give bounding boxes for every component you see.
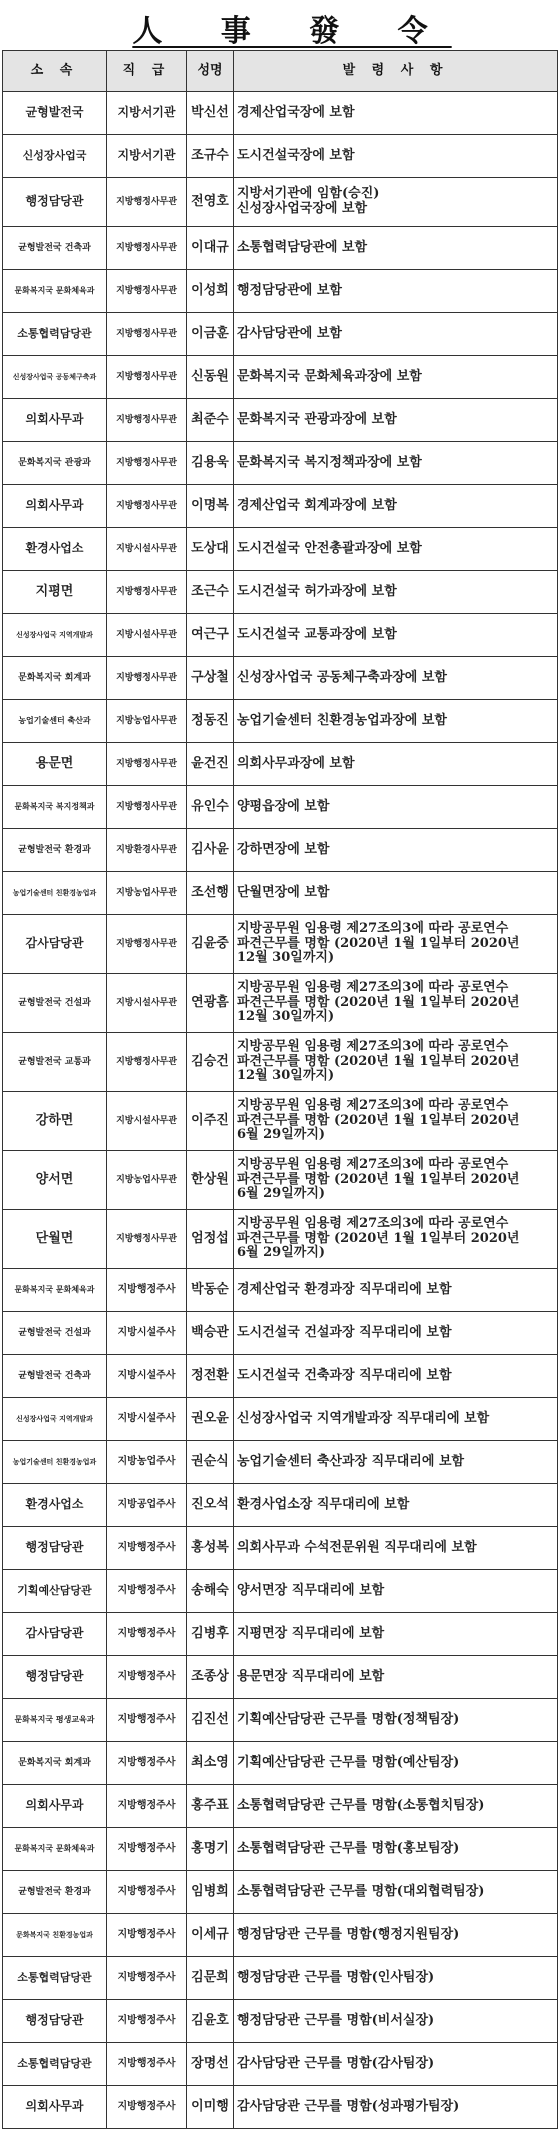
action-line: 경제산업국 회계과장에 보함 [237, 497, 397, 513]
table-row [3, 528, 558, 571]
dept-cell: 균형발전국 환경과 [3, 829, 107, 872]
action-line: 기획예산담당관 근무를 명함(정책팀장) [237, 1711, 460, 1727]
rank-cell: 지방행정주사 [107, 1828, 187, 1871]
table-row [3, 2086, 558, 2129]
dept-cell: 문화복지국 친환경농업과 [3, 1914, 107, 1957]
name-cell: 최소영 [187, 1742, 234, 1785]
rank-cell: 지방행정주사 [107, 1656, 187, 1699]
name-cell: 전영호 [187, 178, 234, 227]
dept-cell: 신성장사업국 공동체구축과 [3, 356, 107, 399]
action-cell [234, 528, 558, 571]
action-cell [234, 1742, 558, 1785]
action-line: 12월 30일까지) [237, 1068, 335, 1084]
dept-cell: 의회사무과 [3, 399, 107, 442]
name-cell: 김윤호 [187, 2000, 234, 2043]
rank-cell: 지방행정사무관 [107, 485, 187, 528]
rank-cell: 지방행정사무관 [107, 270, 187, 313]
dept-cell: 균형발전국 건축과 [3, 227, 107, 270]
table-row [3, 442, 558, 485]
rank-cell: 지방행정주사 [107, 2086, 187, 2129]
action-line: 행정담당관 근무를 명함(비서실장) [237, 2012, 435, 2028]
action-cell [234, 1699, 558, 1742]
action-line: 지방공무원 임용령 제27조의3에 따라 공로연수 [237, 1097, 509, 1113]
dept-cell: 신성장사업국 [3, 135, 107, 178]
rank-cell: 지방시설주사 [107, 1355, 187, 1398]
table-row [3, 915, 558, 974]
name-cell: 김병후 [187, 1613, 234, 1656]
table-row [3, 872, 558, 915]
rank-cell: 지방행정주사 [107, 1785, 187, 1828]
name-cell: 박동순 [187, 1269, 234, 1312]
dept-cell: 농업기술센터 축산과 [3, 700, 107, 743]
table-row [3, 399, 558, 442]
name-cell: 조선행 [187, 872, 234, 915]
action-line: 6월 29일까지) [237, 1127, 326, 1143]
table-row [3, 1699, 558, 1742]
dept-cell: 강하면 [3, 1092, 107, 1151]
table-row [3, 1613, 558, 1656]
rank-cell: 지방시설사무관 [107, 1092, 187, 1151]
name-cell: 엄정섭 [187, 1210, 234, 1269]
name-cell: 박신선 [187, 92, 234, 135]
action-cell [234, 1613, 558, 1656]
name-cell: 최준수 [187, 399, 234, 442]
rank-cell: 지방시설사무관 [107, 528, 187, 571]
action-cell [234, 1484, 558, 1527]
name-cell: 김문희 [187, 1957, 234, 2000]
rank-cell: 지방서기관 [107, 92, 187, 135]
name-cell: 유인수 [187, 786, 234, 829]
rank-cell: 지방공업주사 [107, 1484, 187, 1527]
table-row [3, 700, 558, 743]
action-cell [234, 915, 558, 974]
action-cell [234, 399, 558, 442]
rank-cell: 지방행정사무관 [107, 915, 187, 974]
action-line: 행정담당관 근무를 명함(행정지원팀장) [237, 1926, 460, 1942]
action-cell [234, 657, 558, 700]
action-line: 소통협력담당관 근무를 명함(소통협치팀장) [237, 1797, 485, 1813]
rank-cell: 지방행정주사 [107, 1570, 187, 1613]
dept-cell: 소통협력담당관 [3, 1957, 107, 2000]
action-cell [234, 1656, 558, 1699]
action-line: 지방공무원 임용령 제27조의3에 따라 공로연수 [237, 1038, 509, 1054]
action-line: 의회사무과장에 보함 [237, 755, 355, 771]
rank-cell: 지방행정사무관 [107, 657, 187, 700]
action-line: 12월 30일까지) [237, 1009, 335, 1025]
table-row [3, 1033, 558, 1092]
name-cell: 이세규 [187, 1914, 234, 1957]
action-line: 도시건설국 안전총괄과장에 보함 [237, 540, 422, 556]
action-line: 감사담당관 근무를 명함(감사팀장) [237, 2055, 435, 2071]
action-line: 경제산업국장에 보함 [237, 104, 355, 120]
table-header-row [3, 51, 558, 92]
rank-cell: 지방환경사무관 [107, 829, 187, 872]
rank-cell: 지방농업사무관 [107, 872, 187, 915]
dept-cell: 문화복지국 문화체육과 [3, 1828, 107, 1871]
name-cell: 이대규 [187, 227, 234, 270]
dept-cell: 감사담당관 [3, 915, 107, 974]
header-action: 발 령 사 항 [234, 51, 558, 92]
table-row [3, 1312, 558, 1355]
name-cell: 김윤중 [187, 915, 234, 974]
action-cell [234, 2000, 558, 2043]
action-line: 환경사업소장 직무대리에 보함 [237, 1496, 410, 1512]
rank-cell: 지방행정사무관 [107, 1033, 187, 1092]
action-cell [234, 1570, 558, 1613]
table-row [3, 135, 558, 178]
table-row [3, 1957, 558, 2000]
dept-cell: 신성장사업국 지역개발과 [3, 614, 107, 657]
table-row [3, 1398, 558, 1441]
action-line: 강하면장에 보함 [237, 841, 330, 857]
table-row [3, 485, 558, 528]
action-line: 지방공무원 임용령 제27조의3에 따라 공로연수 [237, 1215, 509, 1231]
rank-cell: 지방행정주사 [107, 1699, 187, 1742]
table-row [3, 571, 558, 614]
dept-cell: 행정담당관 [3, 2000, 107, 2043]
name-cell: 임병희 [187, 1871, 234, 1914]
table-row [3, 1441, 558, 1484]
dept-cell: 균형발전국 교통과 [3, 1033, 107, 1092]
action-cell [234, 270, 558, 313]
rank-cell: 지방행정사무관 [107, 442, 187, 485]
rank-cell: 지방시설주사 [107, 1312, 187, 1355]
table-row [3, 2043, 558, 2086]
dept-cell: 농업기술센터 친환경농업과 [3, 872, 107, 915]
action-cell [234, 1210, 558, 1269]
dept-cell: 행정담당관 [3, 178, 107, 227]
name-cell: 송해숙 [187, 1570, 234, 1613]
action-line: 양평읍장에 보함 [237, 798, 330, 814]
action-line: 파견근무를 명함 (2020년 1월 1일부터 2020년 [237, 1053, 520, 1069]
name-cell: 조규수 [187, 135, 234, 178]
action-cell [234, 1957, 558, 2000]
name-cell: 김용욱 [187, 442, 234, 485]
dept-cell: 행정담당관 [3, 1527, 107, 1570]
action-line: 문화복지국 관광과장에 보함 [237, 411, 397, 427]
action-line: 파견근무를 명함 (2020년 1월 1일부터 2020년 [237, 1171, 520, 1187]
action-line: 도시건설국장에 보함 [237, 147, 355, 163]
table-row [3, 829, 558, 872]
table-row [3, 1269, 558, 1312]
dept-cell: 문화복지국 문화체육과 [3, 270, 107, 313]
action-line: 지방공무원 임용령 제27조의3에 따라 공로연수 [237, 979, 509, 995]
action-line: 도시건설국 건설과장 직무대리에 보함 [237, 1324, 452, 1340]
action-cell [234, 1441, 558, 1484]
action-line: 용문면장 직무대리에 보함 [237, 1668, 385, 1684]
action-cell [234, 2043, 558, 2086]
name-cell: 이미행 [187, 2086, 234, 2129]
action-line: 경제산업국 환경과장 직무대리에 보함 [237, 1281, 452, 1297]
action-line: 소통협력담당관 근무를 명함(홍보팀장) [237, 1840, 460, 1856]
action-line: 12월 30일까지) [237, 950, 335, 966]
dept-cell: 균형발전국 환경과 [3, 1871, 107, 1914]
rank-cell: 지방행정사무관 [107, 313, 187, 356]
name-cell: 정동진 [187, 700, 234, 743]
name-cell: 김승건 [187, 1033, 234, 1092]
action-cell [234, 1871, 558, 1914]
table-row [3, 270, 558, 313]
action-line: 양서면장 직무대리에 보함 [237, 1582, 385, 1598]
dept-cell: 의회사무과 [3, 485, 107, 528]
rank-cell: 지방행정주사 [107, 1527, 187, 1570]
action-cell [234, 1312, 558, 1355]
table-row [3, 1785, 558, 1828]
action-line: 6월 29일까지) [237, 1245, 326, 1261]
action-line: 감사담당관에 보함 [237, 325, 342, 341]
action-cell [234, 356, 558, 399]
rank-cell: 지방행정사무관 [107, 356, 187, 399]
name-cell: 신동원 [187, 356, 234, 399]
dept-cell: 단월면 [3, 1210, 107, 1269]
action-line: 지방공무원 임용령 제27조의3에 따라 공로연수 [237, 920, 509, 936]
dept-cell: 문화복지국 복지정책과 [3, 786, 107, 829]
dept-cell: 의회사무과 [3, 2086, 107, 2129]
name-cell: 홍주표 [187, 1785, 234, 1828]
action-cell [234, 786, 558, 829]
name-cell: 백승관 [187, 1312, 234, 1355]
name-cell: 권순식 [187, 1441, 234, 1484]
rank-cell: 지방시설사무관 [107, 614, 187, 657]
rank-cell: 지방행정주사 [107, 1613, 187, 1656]
table-row [3, 178, 558, 227]
name-cell: 이성희 [187, 270, 234, 313]
table-row [3, 1828, 558, 1871]
action-line: 단월면장에 보함 [237, 884, 330, 900]
action-line: 신성장사업국 지역개발과장 직무대리에 보함 [237, 1410, 490, 1426]
rank-cell: 지방행정주사 [107, 1957, 187, 2000]
action-line: 지방공무원 임용령 제27조의3에 따라 공로연수 [237, 1156, 509, 1172]
action-line: 문화복지국 복지정책과장에 보함 [237, 454, 422, 470]
action-line: 도시건설국 교통과장에 보함 [237, 626, 397, 642]
header-rank: 직 급 [107, 51, 187, 92]
action-cell [234, 227, 558, 270]
action-cell [234, 1151, 558, 1210]
name-cell: 정전환 [187, 1355, 234, 1398]
rank-cell: 지방농업사무관 [107, 700, 187, 743]
name-cell: 한상원 [187, 1151, 234, 1210]
action-line: 의회사무과 수석전문위원 직무대리에 보함 [237, 1539, 477, 1555]
dept-cell: 감사담당관 [3, 1613, 107, 1656]
action-line: 파견근무를 명함 (2020년 1월 1일부터 2020년 [237, 1230, 520, 1246]
dept-cell: 균형발전국 건축과 [3, 1355, 107, 1398]
rank-cell: 지방서기관 [107, 135, 187, 178]
action-line: 지방서기관에 임함(승진) [237, 186, 380, 202]
rank-cell: 지방행정주사 [107, 1269, 187, 1312]
table-row [3, 614, 558, 657]
action-cell [234, 1398, 558, 1441]
name-cell: 조근수 [187, 571, 234, 614]
dept-cell: 농업기술센터 친환경농업과 [3, 1441, 107, 1484]
document-title: 人 事 發 令 [132, 14, 452, 49]
name-cell: 윤건진 [187, 743, 234, 786]
action-cell [234, 829, 558, 872]
name-cell: 구상철 [187, 657, 234, 700]
dept-cell: 문화복지국 문화체육과 [3, 1269, 107, 1312]
action-line: 행정담당관 근무를 명함(인사팀장) [237, 1969, 435, 1985]
action-line: 6월 29일까지) [237, 1186, 326, 1202]
table-row [3, 1092, 558, 1151]
action-cell [234, 2086, 558, 2129]
rank-cell: 지방행정주사 [107, 2000, 187, 2043]
name-cell: 홍명기 [187, 1828, 234, 1871]
table-row [3, 1355, 558, 1398]
action-cell [234, 178, 558, 227]
dept-cell: 지평면 [3, 571, 107, 614]
action-line: 소통협력담당관에 보함 [237, 239, 368, 255]
table-row [3, 974, 558, 1033]
action-cell [234, 1355, 558, 1398]
action-cell [234, 485, 558, 528]
action-line: 소통협력담당관 근무를 명함(대외협력팀장) [237, 1883, 485, 1899]
table-row [3, 1151, 558, 1210]
action-cell [234, 92, 558, 135]
name-cell: 도상대 [187, 528, 234, 571]
name-cell: 홍성복 [187, 1527, 234, 1570]
dept-cell: 소통협력담당관 [3, 2043, 107, 2086]
action-cell [234, 614, 558, 657]
action-line: 도시건설국 건축과장 직무대리에 보함 [237, 1367, 452, 1383]
name-cell: 장명선 [187, 2043, 234, 2086]
dept-cell: 양서면 [3, 1151, 107, 1210]
table-row [3, 1210, 558, 1269]
name-cell: 연광흠 [187, 974, 234, 1033]
name-cell: 이금훈 [187, 313, 234, 356]
dept-cell: 균형발전국 건설과 [3, 974, 107, 1033]
action-line: 농업기술센터 축산과장 직무대리에 보함 [237, 1453, 465, 1469]
action-line: 파견근무를 명함 (2020년 1월 1일부터 2020년 [237, 1112, 520, 1128]
rank-cell: 지방행정사무관 [107, 1210, 187, 1269]
rank-cell: 지방시설사무관 [107, 974, 187, 1033]
name-cell: 권오윤 [187, 1398, 234, 1441]
rank-cell: 지방행정사무관 [107, 743, 187, 786]
action-line: 신성장사업국 공동체구축과장에 보함 [237, 669, 447, 685]
rank-cell: 지방농업사무관 [107, 1151, 187, 1210]
dept-cell: 행정담당관 [3, 1656, 107, 1699]
rank-cell: 지방행정주사 [107, 1742, 187, 1785]
table-row [3, 356, 558, 399]
rank-cell: 지방행정주사 [107, 2043, 187, 2086]
action-cell [234, 872, 558, 915]
rank-cell: 지방행정사무관 [107, 178, 187, 227]
table-row [3, 1527, 558, 1570]
action-cell [234, 700, 558, 743]
action-line: 기획예산담당관 근무를 명함(예산팀장) [237, 1754, 460, 1770]
rank-cell: 지방행정사무관 [107, 399, 187, 442]
table-row [3, 657, 558, 700]
table-row [3, 1484, 558, 1527]
rank-cell: 지방행정사무관 [107, 571, 187, 614]
action-cell [234, 442, 558, 485]
action-line: 파견근무를 명함 (2020년 1월 1일부터 2020년 [237, 994, 520, 1010]
action-cell [234, 743, 558, 786]
dept-cell: 소통협력담당관 [3, 313, 107, 356]
table-row [3, 1656, 558, 1699]
rank-cell: 지방행정주사 [107, 1871, 187, 1914]
name-cell: 조종상 [187, 1656, 234, 1699]
action-cell [234, 1092, 558, 1151]
action-line: 감사담당관 근무를 명함(성과평가팀장) [237, 2098, 460, 2114]
name-cell: 여근구 [187, 614, 234, 657]
dept-cell: 균형발전국 [3, 92, 107, 135]
action-line: 도시건설국 허가과장에 보함 [237, 583, 397, 599]
action-line: 신성장사업국장에 보함 [237, 201, 368, 216]
dept-cell: 균형발전국 건설과 [3, 1312, 107, 1355]
dept-cell: 환경사업소 [3, 528, 107, 571]
action-cell [234, 1828, 558, 1871]
action-cell [234, 1527, 558, 1570]
dept-cell: 신성장사업국 지역개발과 [3, 1398, 107, 1441]
name-cell: 이명복 [187, 485, 234, 528]
action-line: 행정담당관에 보함 [237, 282, 342, 298]
action-cell [234, 135, 558, 178]
table-row [3, 1570, 558, 1613]
name-cell: 김진선 [187, 1699, 234, 1742]
rank-cell: 지방행정주사 [107, 1914, 187, 1957]
rank-cell: 지방행정사무관 [107, 227, 187, 270]
action-line: 문화복지국 문화체육과장에 보함 [237, 368, 422, 384]
rank-cell: 지방시설주사 [107, 1398, 187, 1441]
rank-cell: 지방농업주사 [107, 1441, 187, 1484]
action-cell [234, 313, 558, 356]
personnel-table [2, 50, 558, 2129]
action-cell [234, 571, 558, 614]
table-row [3, 92, 558, 135]
table-row [3, 1742, 558, 1785]
action-line: 파견근무를 명함 (2020년 1월 1일부터 2020년 [237, 935, 520, 951]
action-line: 농업기술센터 친환경농업과장에 보함 [237, 712, 447, 728]
dept-cell: 환경사업소 [3, 1484, 107, 1527]
action-cell [234, 1914, 558, 1957]
name-cell: 김사윤 [187, 829, 234, 872]
name-cell: 진오석 [187, 1484, 234, 1527]
dept-cell: 문화복지국 관광과 [3, 442, 107, 485]
dept-cell: 문화복지국 회계과 [3, 1742, 107, 1785]
table-row [3, 227, 558, 270]
table-row [3, 313, 558, 356]
dept-cell: 문화복지국 평생교육과 [3, 1699, 107, 1742]
rank-cell: 지방행정사무관 [107, 786, 187, 829]
action-cell [234, 1269, 558, 1312]
table-row [3, 1871, 558, 1914]
action-cell [234, 1033, 558, 1092]
header-name: 성명 [187, 51, 234, 92]
dept-cell: 문화복지국 회계과 [3, 657, 107, 700]
table-row [3, 2000, 558, 2043]
table-row [3, 1914, 558, 1957]
table-row [3, 786, 558, 829]
table-row [3, 743, 558, 786]
dept-cell: 의회사무과 [3, 1785, 107, 1828]
header-dept: 소 속 [3, 51, 107, 92]
action-cell [234, 974, 558, 1033]
action-line: 지평면장 직무대리에 보함 [237, 1625, 385, 1641]
name-cell: 이주진 [187, 1092, 234, 1151]
dept-cell: 용문면 [3, 743, 107, 786]
action-cell [234, 1785, 558, 1828]
dept-cell: 기획예산담당관 [3, 1570, 107, 1613]
